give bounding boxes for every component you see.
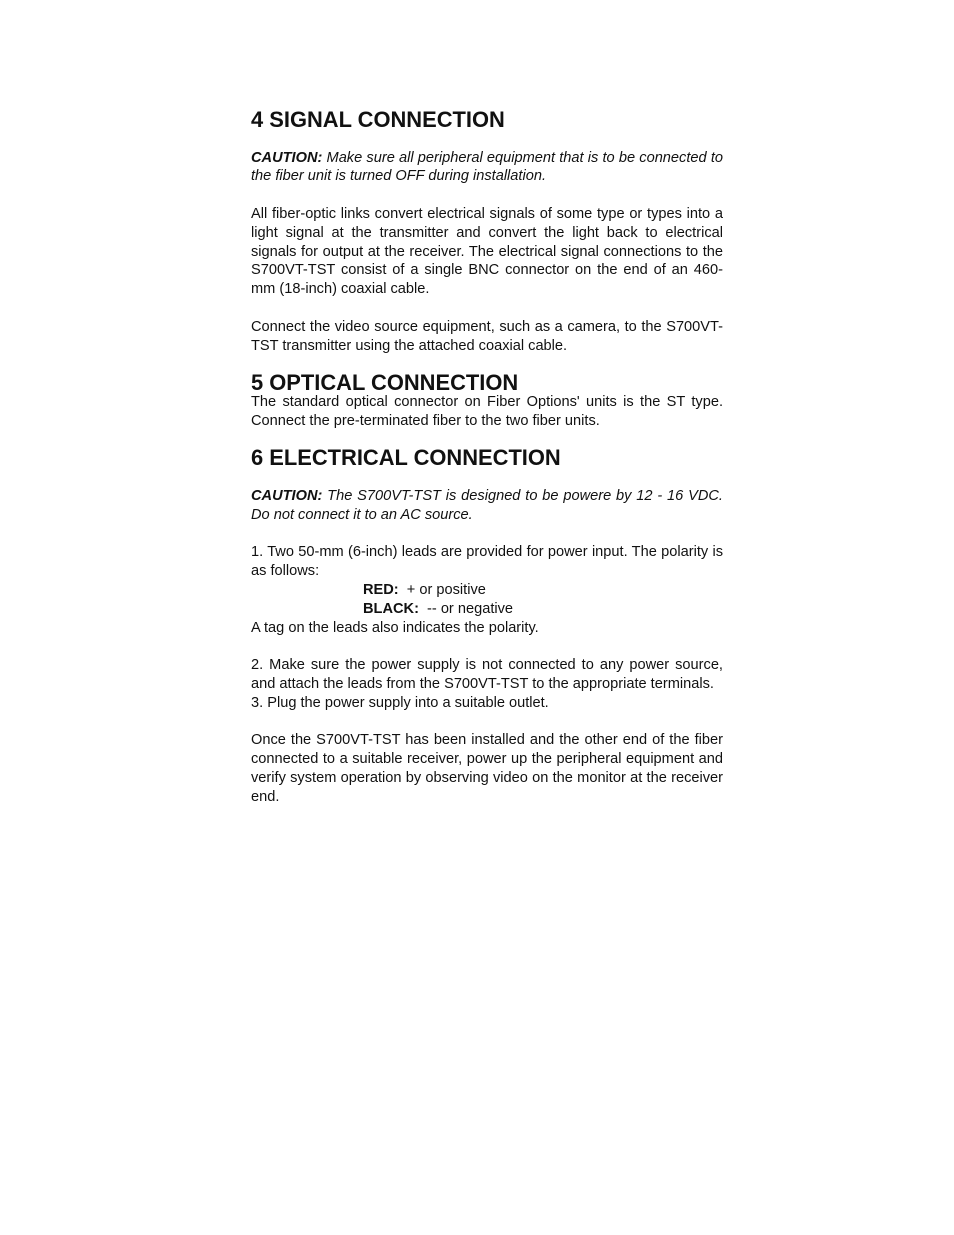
document-page xyxy=(251,107,723,806)
caution-text: Make sure all peripheral equipment that is to be connected to the fiber unit is turned OFF during installation. xyxy=(251,149,723,185)
signal-caution xyxy=(251,149,723,187)
step-3: 3. Plug the power supply into a suitable outlet. xyxy=(251,694,549,711)
signal-paragraph-2: Connect the video source equipment, such as a camera, to the S700VT-TST transmitter using the attached coaxial cable. xyxy=(251,318,723,354)
polarity-red xyxy=(251,581,723,600)
electrical-caution xyxy=(251,487,723,525)
red-value: + or positive xyxy=(398,581,486,598)
black-value: -- or negative xyxy=(418,600,514,617)
section-5-heading: 5 OPTICAL CONNECTION xyxy=(251,370,519,396)
section-4-heading: 4 SIGNAL CONNECTION xyxy=(251,107,505,132)
step-2: 2. Make sure the power supply is not connected to any power source, and attach the leads from the S700VT-TST to the appropriate terminals. xyxy=(251,657,723,692)
polarity-black xyxy=(251,600,723,619)
step-1: 1. Two 50-mm (6-inch) leads are provided for power input. The polarity is as follows: xyxy=(251,544,723,580)
caution-text: The S700VT-TST is designed to be powere by 12 - 16 VDC. Do not connect it to an AC source. xyxy=(251,487,723,523)
closing-paragraph: Once the S700VT-TST has been installed and the other end of the fiber connected to a suitable receiver, power up the peripheral equipment and verify system operation by observing video on the monitor at the receiver end. xyxy=(251,732,723,805)
tag-note: A tag on the leads also indicates the polarity. xyxy=(251,619,539,636)
optical-paragraph: The standard optical connector on Fiber Options' units is the ST type. Connect the pre-terminated fiber to the two fiber units. xyxy=(251,393,723,429)
caution-label: CAUTION: xyxy=(251,487,323,504)
caution-label: CAUTION: xyxy=(251,149,323,166)
signal-paragraph-1: All fiber-optic links convert electrical signals of some type or types into a light signal at the transmitter and convert the light back to electrical signals for output at the receiver. The electrical signal connections to the S700VT-TST consist of a single BNC connector on the end of an 460-mm (18-inch) coaxial cable. xyxy=(251,205,723,298)
red-label: RED: xyxy=(363,581,399,598)
black-label: BLACK: xyxy=(363,600,419,617)
section-6-heading: 6 ELECTRICAL CONNECTION xyxy=(251,445,561,471)
